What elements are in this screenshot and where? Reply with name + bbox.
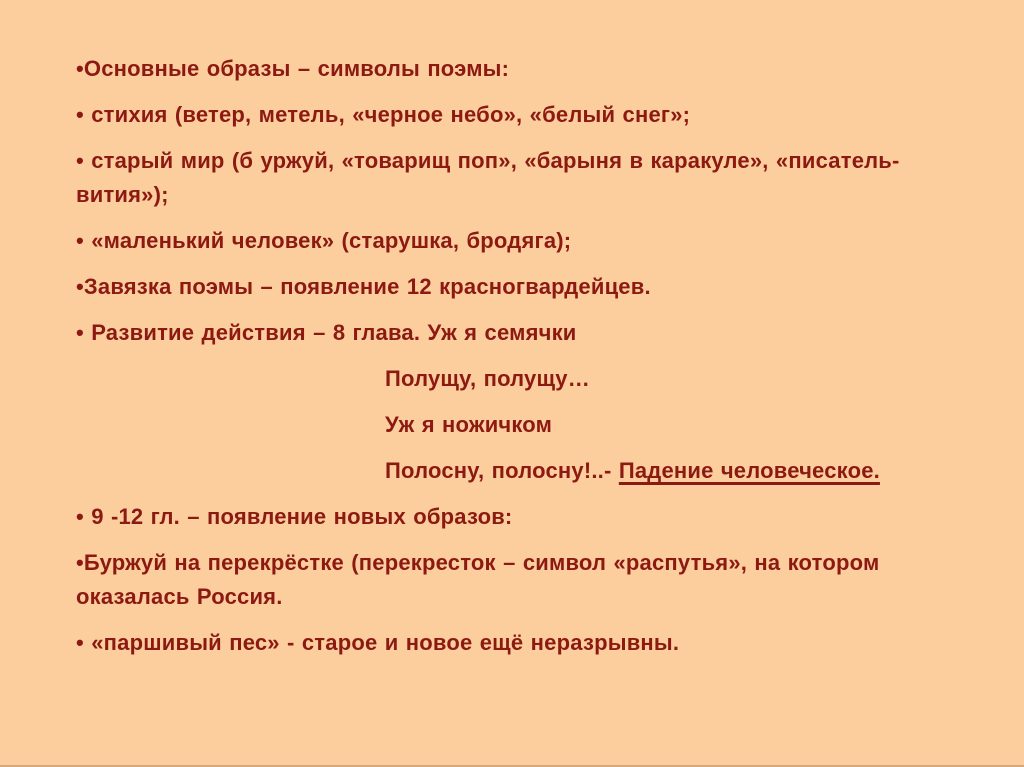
underlined-phrase: Падение человеческое. xyxy=(618,458,880,483)
bullet-item-main-images: •Основные образы – символы поэмы: xyxy=(76,56,510,81)
quote-line-1: Полущу, полущу… xyxy=(385,366,590,391)
bullet-item-glavy-9-12: • 9 -12 гл. – появление новых образов: xyxy=(76,504,513,529)
bullet-item-malenky-chelovek: • «маленький человек» (старушка, бродяга); xyxy=(76,228,572,253)
quote-line-3 xyxy=(385,454,954,488)
bullet-item-stary-mir: • старый мир (б уржуй, «товарищ поп», «барыня в каракуле», «писатель-вития»); xyxy=(76,148,900,207)
bullet-item-burzhuy: •Буржуй на перекрёстке (перекресток – символ «распутья», на котором оказалась Россия. xyxy=(76,550,880,609)
bullet-item-razvitie: • Развитие действия – 8 глава. Уж я семячки xyxy=(76,320,577,345)
bullet-item-zavyazka: •Завязка поэмы – появление 12 красногвардейцев. xyxy=(76,274,651,299)
quote-line-2: Уж я ножичком xyxy=(385,412,553,437)
bullet-item-parshivy-pes: • «паршивый пес» - старое и новое ещё неразрывны. xyxy=(76,630,680,655)
bullet-item-stihiya: • стихия (ветер, метель, «черное небо», «белый снег»; xyxy=(76,102,691,127)
quote-line-3-text: Полосну, полосну!..- xyxy=(385,458,619,483)
